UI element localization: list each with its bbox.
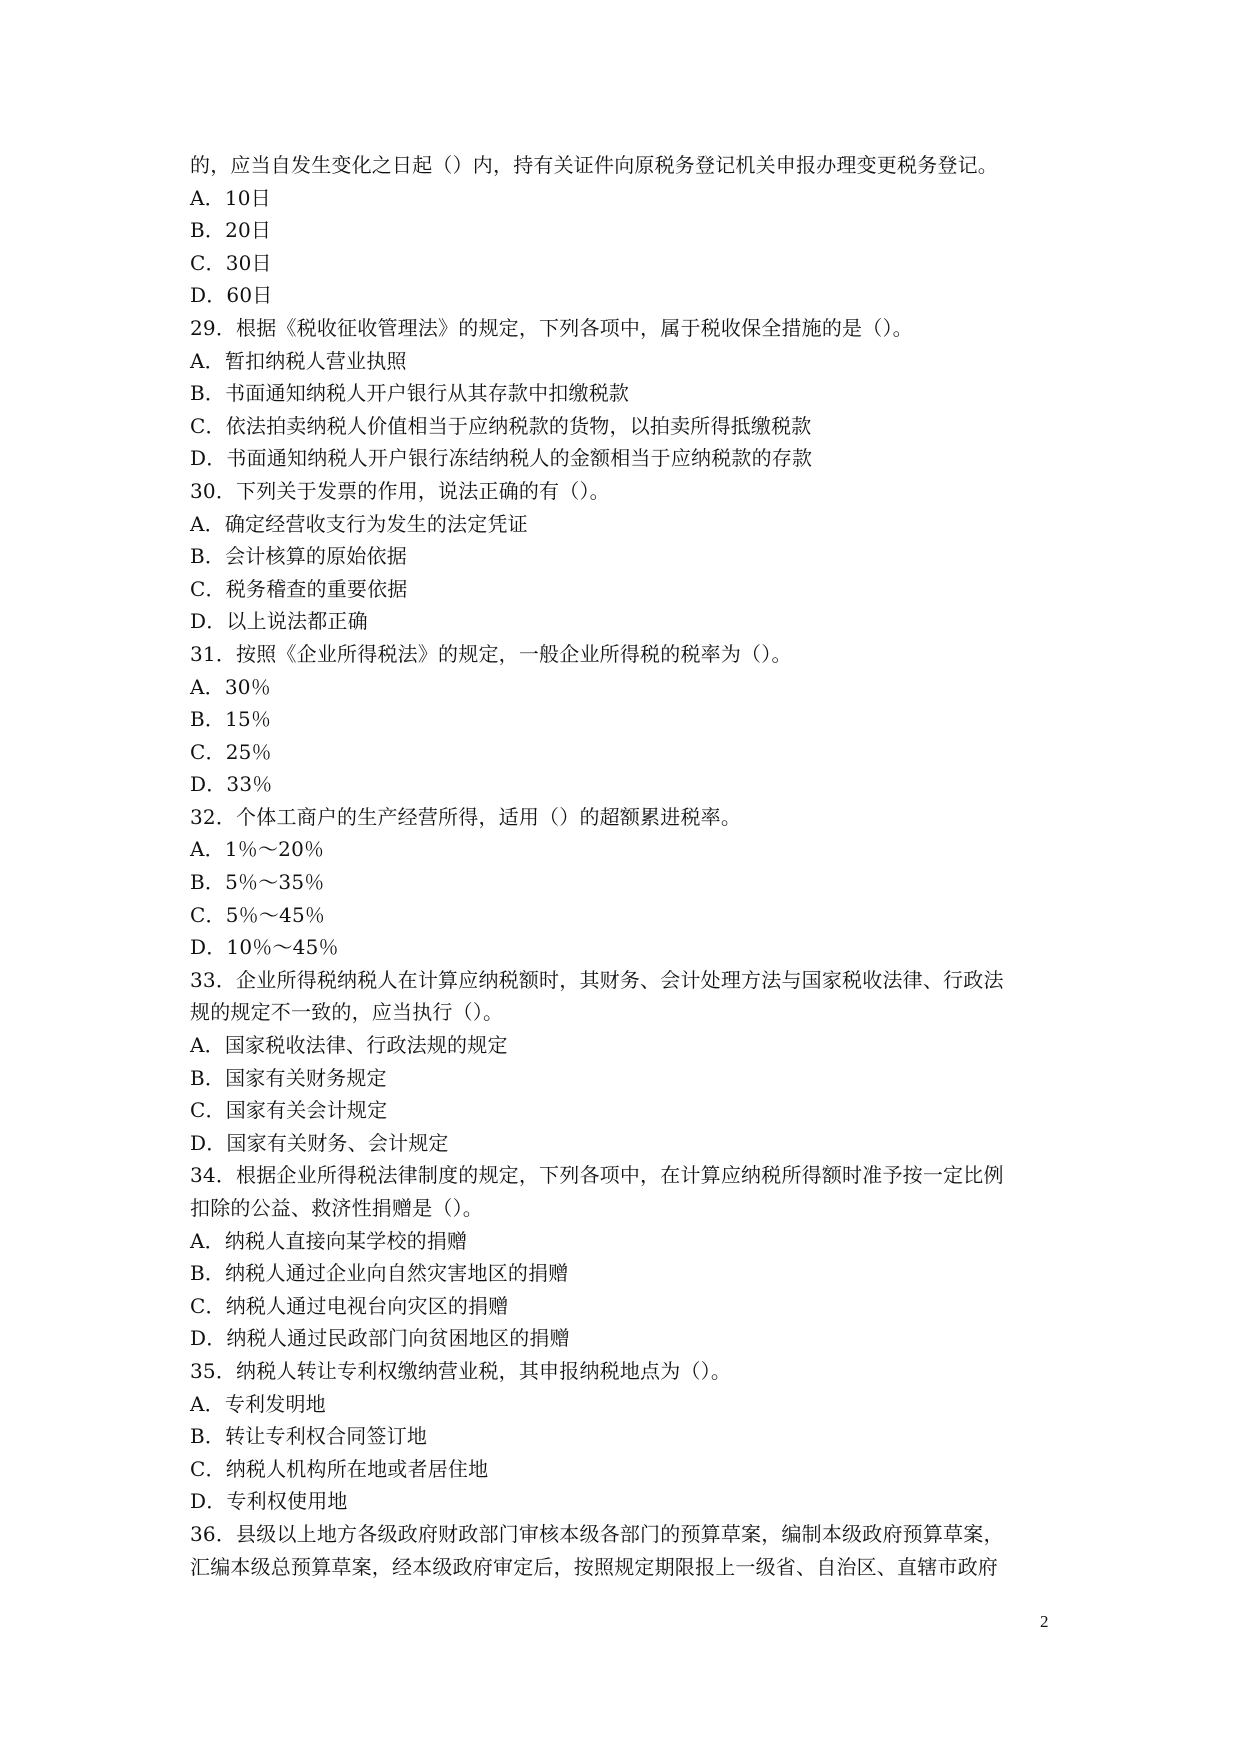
text-line: 33．企业所得税纳税人在计算应纳税额时，其财务、会计处理方法与国家税收法律、行政法 [190, 967, 1004, 992]
text-line: A．1％～20％ [190, 837, 325, 862]
text-line: 31．按照《企业所得税法》的规定，一般企业所得税的税率为（）。 [190, 641, 792, 666]
text-line: C．国家有关会计规定 [190, 1098, 388, 1123]
document-body [190, 149, 1065, 1583]
text-line: 34．根据企业所得税法律制度的规定，下列各项中，在计算应纳税所得额时准予按一定比例 [190, 1163, 1004, 1188]
text-line: A．确定经营收支行为发生的法定凭证 [190, 511, 528, 536]
text-line: B．纳税人通过企业向自然灾害地区的捐赠 [190, 1261, 569, 1286]
text-line: 29．根据《税收征收管理法》的规定，下列各项中，属于税收保全措施的是（）。 [190, 315, 913, 340]
page-number: 2 [1040, 1612, 1049, 1631]
text-line: 35．纳税人转让专利权缴纳营业税，其申报纳税地点为（）。 [190, 1358, 732, 1383]
text-line: A．30％ [190, 674, 271, 699]
text-line: D．60日 [190, 283, 273, 308]
text-line: 36．县级以上地方各级政府财政部门审核本级各部门的预算草案，编制本级政府预算草案， [190, 1521, 1004, 1546]
text-line: A．专利发明地 [190, 1391, 326, 1416]
text-line: C．5％～45％ [190, 902, 326, 927]
text-line: B．转让专利权合同签订地 [190, 1424, 428, 1449]
text-line: D．纳税人通过民政部门向贫困地区的捐赠 [190, 1326, 570, 1351]
text-line: A．暂扣纳税人营业执照 [190, 348, 407, 373]
text-line: B．会计核算的原始依据 [190, 544, 407, 569]
text-line: B．5％～35％ [190, 870, 325, 895]
text-line: D．专利权使用地 [190, 1489, 348, 1514]
text-line: B．国家有关财务规定 [190, 1065, 387, 1090]
text-line: C．税务稽查的重要依据 [190, 576, 408, 601]
text-line: B．书面通知纳税人开户银行从其存款中扣缴税款 [190, 381, 630, 406]
text-line: C．纳税人通过电视台向灾区的捐赠 [190, 1293, 509, 1318]
text-line: A．国家税收法律、行政法规的规定 [190, 1033, 508, 1058]
text-line: 扣除的公益、救济性捐赠是（）。 [190, 1196, 483, 1220]
text-line: B．20日 [190, 218, 272, 243]
text-line: A．10日 [190, 185, 271, 210]
text-line: D．33％ [190, 772, 273, 797]
text-line: 汇编本级总预算草案，经本级政府审定后，按照规定期限报上一级省、自治区、直辖市政府 [190, 1554, 998, 1579]
text-line: 30．下列关于发票的作用，说法正确的有（）。 [190, 478, 610, 503]
text-line: A．纳税人直接向某学校的捐赠 [190, 1228, 468, 1253]
text-line: D．书面通知纳税人开户银行冻结纳税人的金额相当于应纳税款的存款 [190, 446, 813, 471]
text-line: D．以上说法都正确 [190, 609, 368, 634]
text-line: C．30日 [190, 250, 272, 275]
text-line: B．15％ [190, 707, 272, 732]
text-line: C．25％ [190, 739, 272, 764]
text-line: C．纳税人机构所在地或者居住地 [190, 1456, 489, 1481]
text-line: D．国家有关财务、会计规定 [190, 1130, 449, 1155]
text-line: 规的规定不一致的，应当执行（）。 [190, 1000, 504, 1025]
text-line: 32．个体工商户的生产经营所得，适用（）的超额累进税率。 [190, 804, 742, 829]
text-line: D．10％～45％ [190, 935, 339, 960]
text-line: 的，应当自发生变化之日起（）内，持有关证件向原税务登记机关申报办理变更税务登记。 [190, 153, 998, 177]
text-line: C．依法拍卖纳税人价值相当于应纳税款的货物，以拍卖所得抵缴税款 [190, 413, 812, 438]
